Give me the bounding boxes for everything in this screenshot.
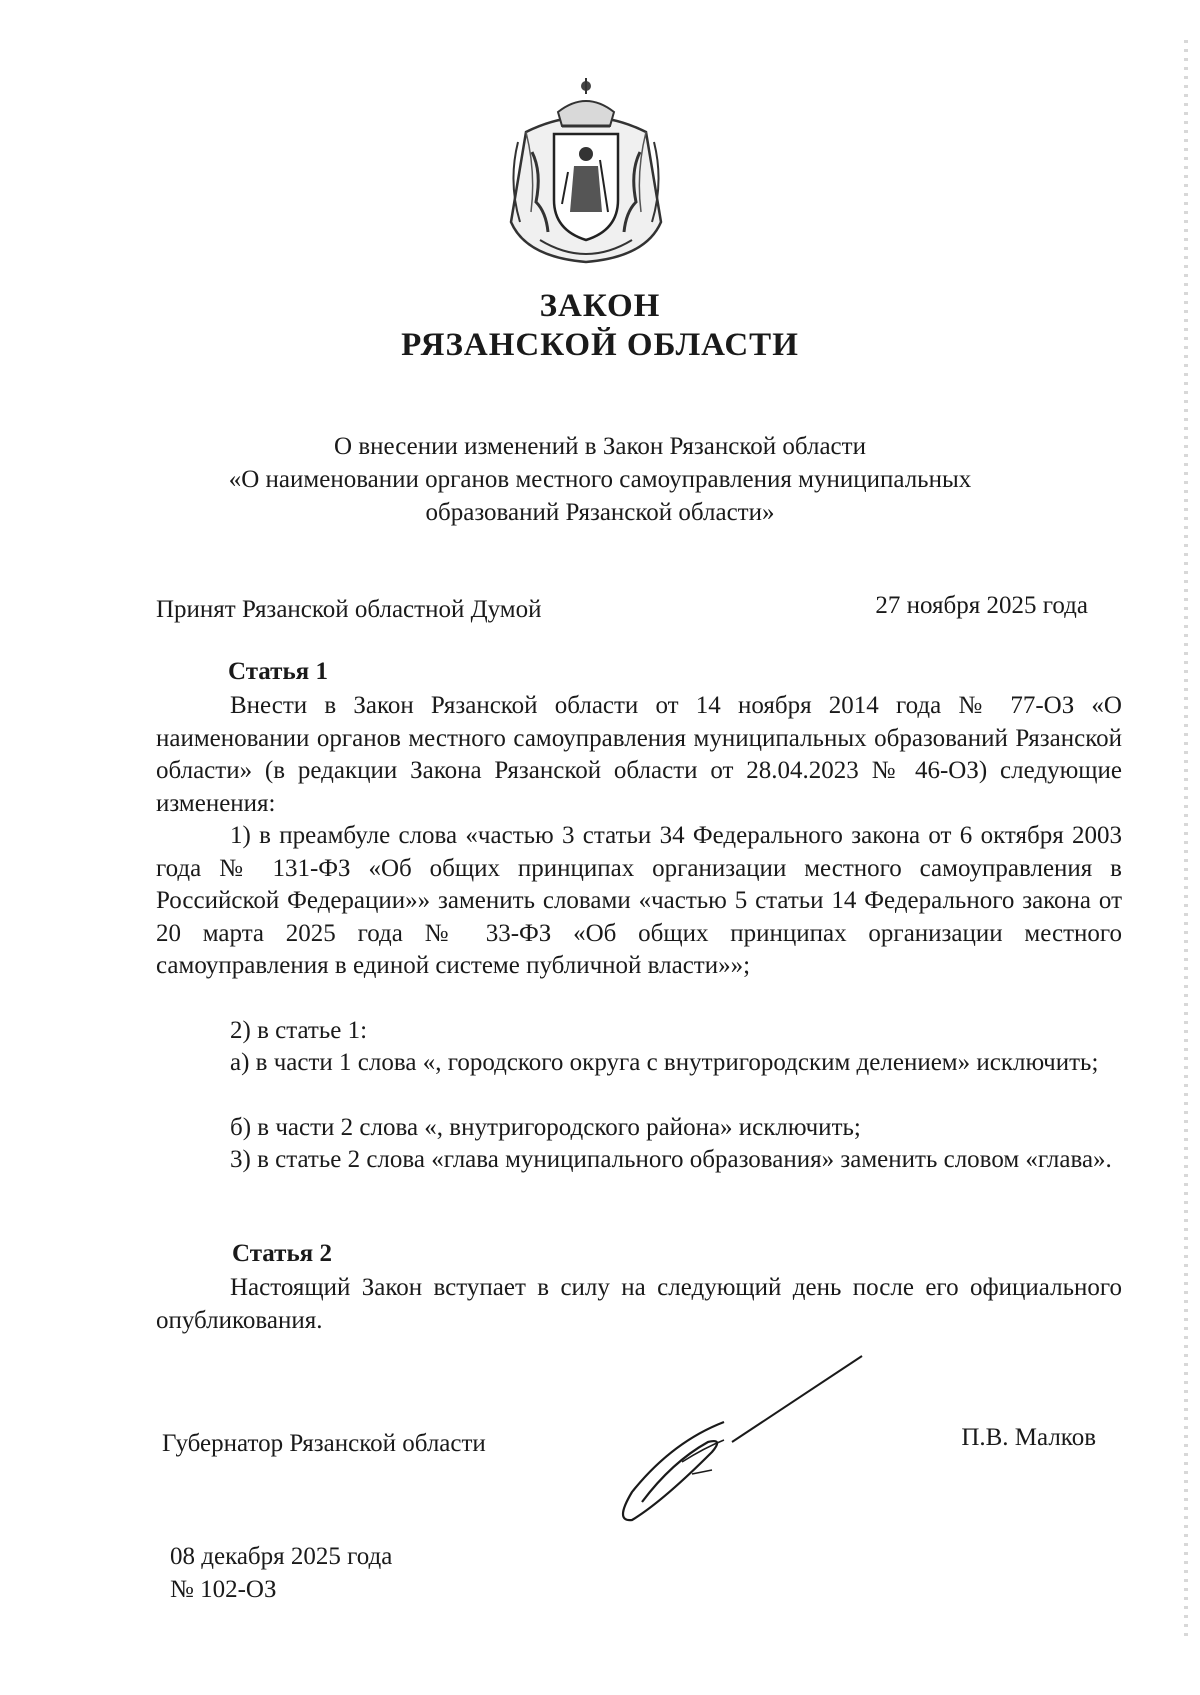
scan-edge-marks <box>1184 40 1188 1640</box>
region-title: РЯЗАНСКОЙ ОБЛАСТИ <box>401 327 799 363</box>
signing-block <box>170 1540 392 1606</box>
signer-name: П.В. Малков <box>961 1424 1096 1451</box>
adoption-text: Принят Рязанской областной Думой <box>156 596 542 623</box>
article-2-text: Настоящий Закон вступает в силу на следующий день после его официального опубликования. <box>156 1274 1122 1334</box>
law-title: ЗАКОН <box>539 288 661 324</box>
article-2-heading: Статья 2 <box>232 1240 332 1267</box>
signature-icon <box>612 1352 872 1537</box>
article-1-item-2a: а) в части 1 слова «, городского округа с внутригородским делением» исключить; <box>230 1049 1099 1076</box>
article-1-item-2b: б) в части 2 слова «, внутригородского района» исключить; <box>230 1114 861 1141</box>
subject-line-2: «О наименовании органов местного самоуправления муниципальных <box>228 466 972 493</box>
article-1-item-2: 2) в статье 1: <box>230 1017 368 1044</box>
subject-line-1: О внесении изменений в Закон Рязанской области <box>334 433 866 460</box>
article-1-heading: Статья 1 <box>228 658 328 685</box>
signer-position: Губернатор Рязанской области <box>162 1430 486 1457</box>
article-1-intro: Внести в Закон Рязанской области от 14 ноября 2014 года № 77-ОЗ «О наименовании органов местного самоуправления муниципальных образований Рязанской области» (в редакции Закона Рязанской области от 28.04.2023 № 46-ОЗ) следующие изменения: <box>156 692 1122 817</box>
adoption-date: 27 ноября 2025 года <box>875 592 1088 619</box>
article-1-item-3: 3) в статье 2 слова «глава муниципального образования» заменить словом «глава». <box>230 1146 1112 1173</box>
subject-line-3: образований Рязанской области» <box>425 499 775 526</box>
law-number: № 102-ОЗ <box>170 1576 277 1603</box>
coat-of-arms-icon <box>496 72 676 268</box>
signing-date: 08 декабря 2025 года <box>170 1543 393 1570</box>
article-1-item-1: 1) в преамбуле слова «частью 3 статьи 34 Федерального закона от 6 октября 2003 года № 131-ФЗ «Об общих принципах организации местного самоуправления в Российской Федерации»» заменить словами «частью 5 статьи 14 Федерального закона от 20 марта 2025 года № 33-ФЗ «Об общих принципах организации местного самоуправления в единой системе публичной власти»»; <box>156 822 1122 979</box>
